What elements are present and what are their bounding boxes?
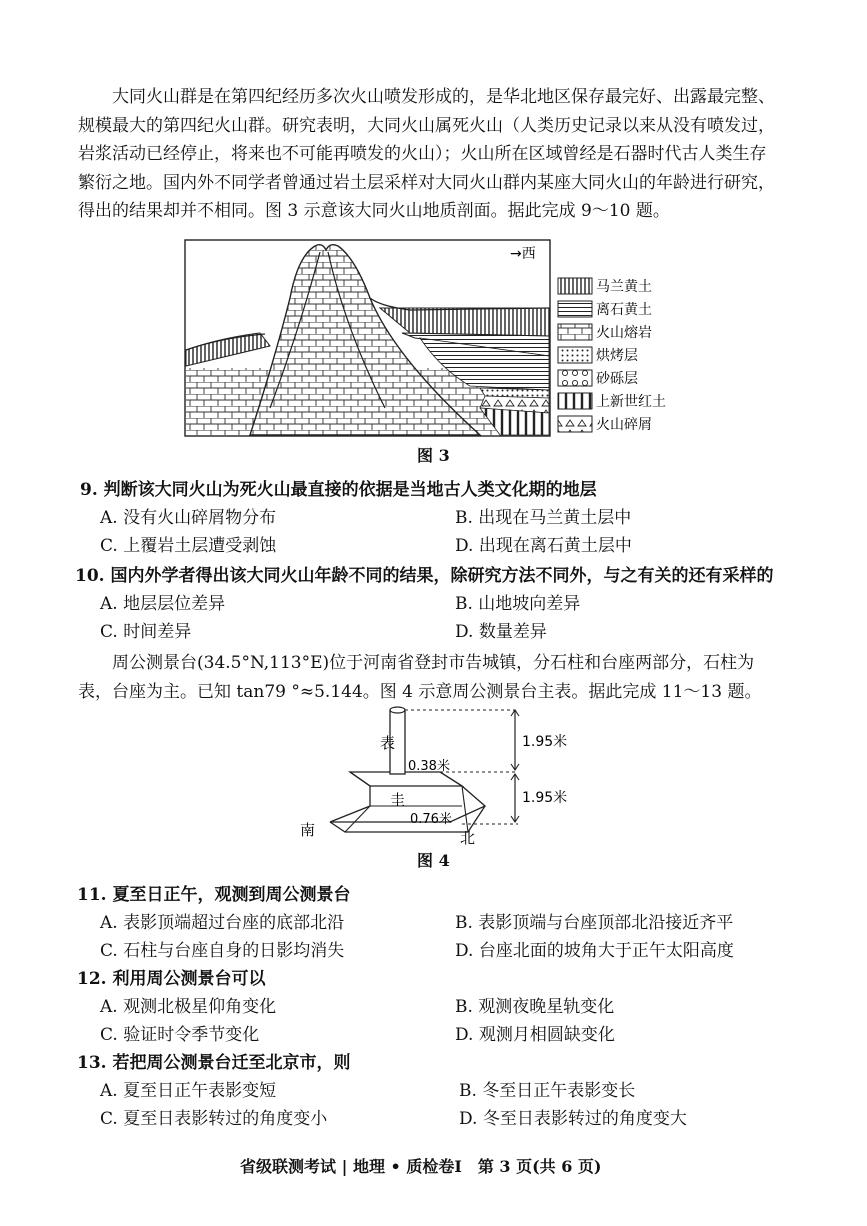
q9-option-a[interactable]: A. 没有火山碎屑物分布: [100, 508, 277, 528]
q11-option-c[interactable]: C. 石柱与台座自身的日影均消失: [100, 941, 345, 961]
height-upper-label: 1.95米: [522, 734, 568, 750]
legend-baked: 烘烤层: [596, 348, 638, 364]
figure-4: [290, 702, 590, 847]
legend-lava: 火山熔岩: [596, 325, 652, 341]
legend-pyroclast: 火山碎屑: [596, 417, 652, 433]
q9-stem: 9. 判断该大同火山为死火山最直接的依据是当地古人类文化期的地层: [80, 480, 597, 500]
width-076-label: 0.76米: [410, 812, 452, 827]
passage-gnomon: 周公测景台(34.5°N,113°E)位于河南省登封市告城镇，分石柱和台座两部分，石柱为表，台座为主。已知 tan79 °≈5.144。图 4 示意周公测景台主表。据此完成 11～13 题。: [78, 653, 762, 702]
page-footer: 省级联测考试 | 地理 • 质检卷Ⅰ 第 3 页(共 6 页): [240, 1157, 602, 1176]
figure-4-caption: 图 4: [417, 851, 450, 870]
q9-option-b[interactable]: B. 出现在马兰黄土层中: [455, 508, 632, 528]
q11-stem: 11. 夏至日正午，观测到周公测景台: [77, 885, 351, 905]
q12-option-b[interactable]: B. 观测夜晚星轨变化: [455, 997, 615, 1017]
legend: [558, 278, 666, 433]
legend-redclay: 上新世红土: [596, 394, 666, 410]
q11-option-b[interactable]: B. 表影顶端与台座顶部北沿接近齐平: [455, 913, 734, 933]
q10-option-b[interactable]: B. 山地坡向差异: [455, 594, 581, 614]
gui-label: 圭: [390, 791, 406, 809]
q12-option-c[interactable]: C. 验证时令季节变化: [100, 1025, 260, 1045]
q10-stem: 10. 国内外学者得出该大同火山年龄不同的结果，除研究方法不同外，与之有关的还有采样的: [75, 566, 774, 586]
passage-volcano: 大同火山群是在第四纪经历多次火山喷发形成的，是华北地区保存最完好、出露最完整、规模最大的第四纪火山群。研究表明，大同火山属死火山（人类历史记录以来从没有喷发过，岩浆活动已经停止，将来也不可能再喷发的火山）；火山所在区域曾经是石器时代古人类生存繁衍之地。国内外不同学者曾通过岩土层采样对大同火山群内某座大同火山的年龄进行研究，得出的结果却并不相同。图 3 示意该大同火山地质剖面。据此完成 9～10 题。: [78, 87, 775, 221]
legend-malan: 马兰黄土: [596, 279, 652, 295]
north-label: 北: [460, 829, 476, 847]
q13-option-a[interactable]: A. 夏至日正午表影变短: [100, 1081, 277, 1101]
q12-option-d[interactable]: D. 观测月相圆缺变化: [455, 1025, 615, 1045]
q9-option-d[interactable]: D. 出现在离石黄土层中: [455, 536, 632, 556]
height-lower-label: 1.95米: [522, 790, 568, 806]
q13-option-b[interactable]: B. 冬至日正午表影变长: [459, 1081, 636, 1101]
q11-option-a[interactable]: A. 表影顶端超过台座的底部北沿: [100, 913, 345, 933]
legend-lishi: 离石黄土: [596, 302, 652, 318]
biao-label: 表: [380, 734, 396, 752]
q9-option-c[interactable]: C. 上覆岩土层遭受剥蚀: [100, 536, 277, 556]
q11-option-d[interactable]: D. 台座北面的坡角大于正午太阳高度: [455, 941, 734, 961]
q13-option-d[interactable]: D. 冬至日表影转过的角度变大: [459, 1109, 687, 1129]
q10-option-d[interactable]: D. 数量差异: [455, 622, 547, 642]
q12-option-a[interactable]: A. 观测北极星仰角变化: [100, 997, 277, 1017]
gnomon-diagram: [290, 702, 590, 847]
q10-option-a[interactable]: A. 地层层位差异: [100, 594, 226, 614]
width-038-label: 0.38米: [408, 759, 450, 774]
volcano-cross-section: [180, 238, 680, 438]
south-label: 南: [300, 821, 316, 839]
q10-option-c[interactable]: C. 时间差异: [100, 622, 192, 642]
q13-stem: 13. 若把周公测景台迁至北京市，则: [77, 1053, 351, 1073]
q13-option-c[interactable]: C. 夏至日表影转过的角度变小: [100, 1109, 328, 1129]
legend-gravel: 砂砾层: [596, 371, 638, 387]
q12-stem: 12. 利用周公测景台可以: [77, 969, 266, 989]
figure-3-caption: 图 3: [417, 446, 450, 465]
direction-label: →西: [510, 246, 536, 262]
figure-3: [180, 238, 680, 438]
